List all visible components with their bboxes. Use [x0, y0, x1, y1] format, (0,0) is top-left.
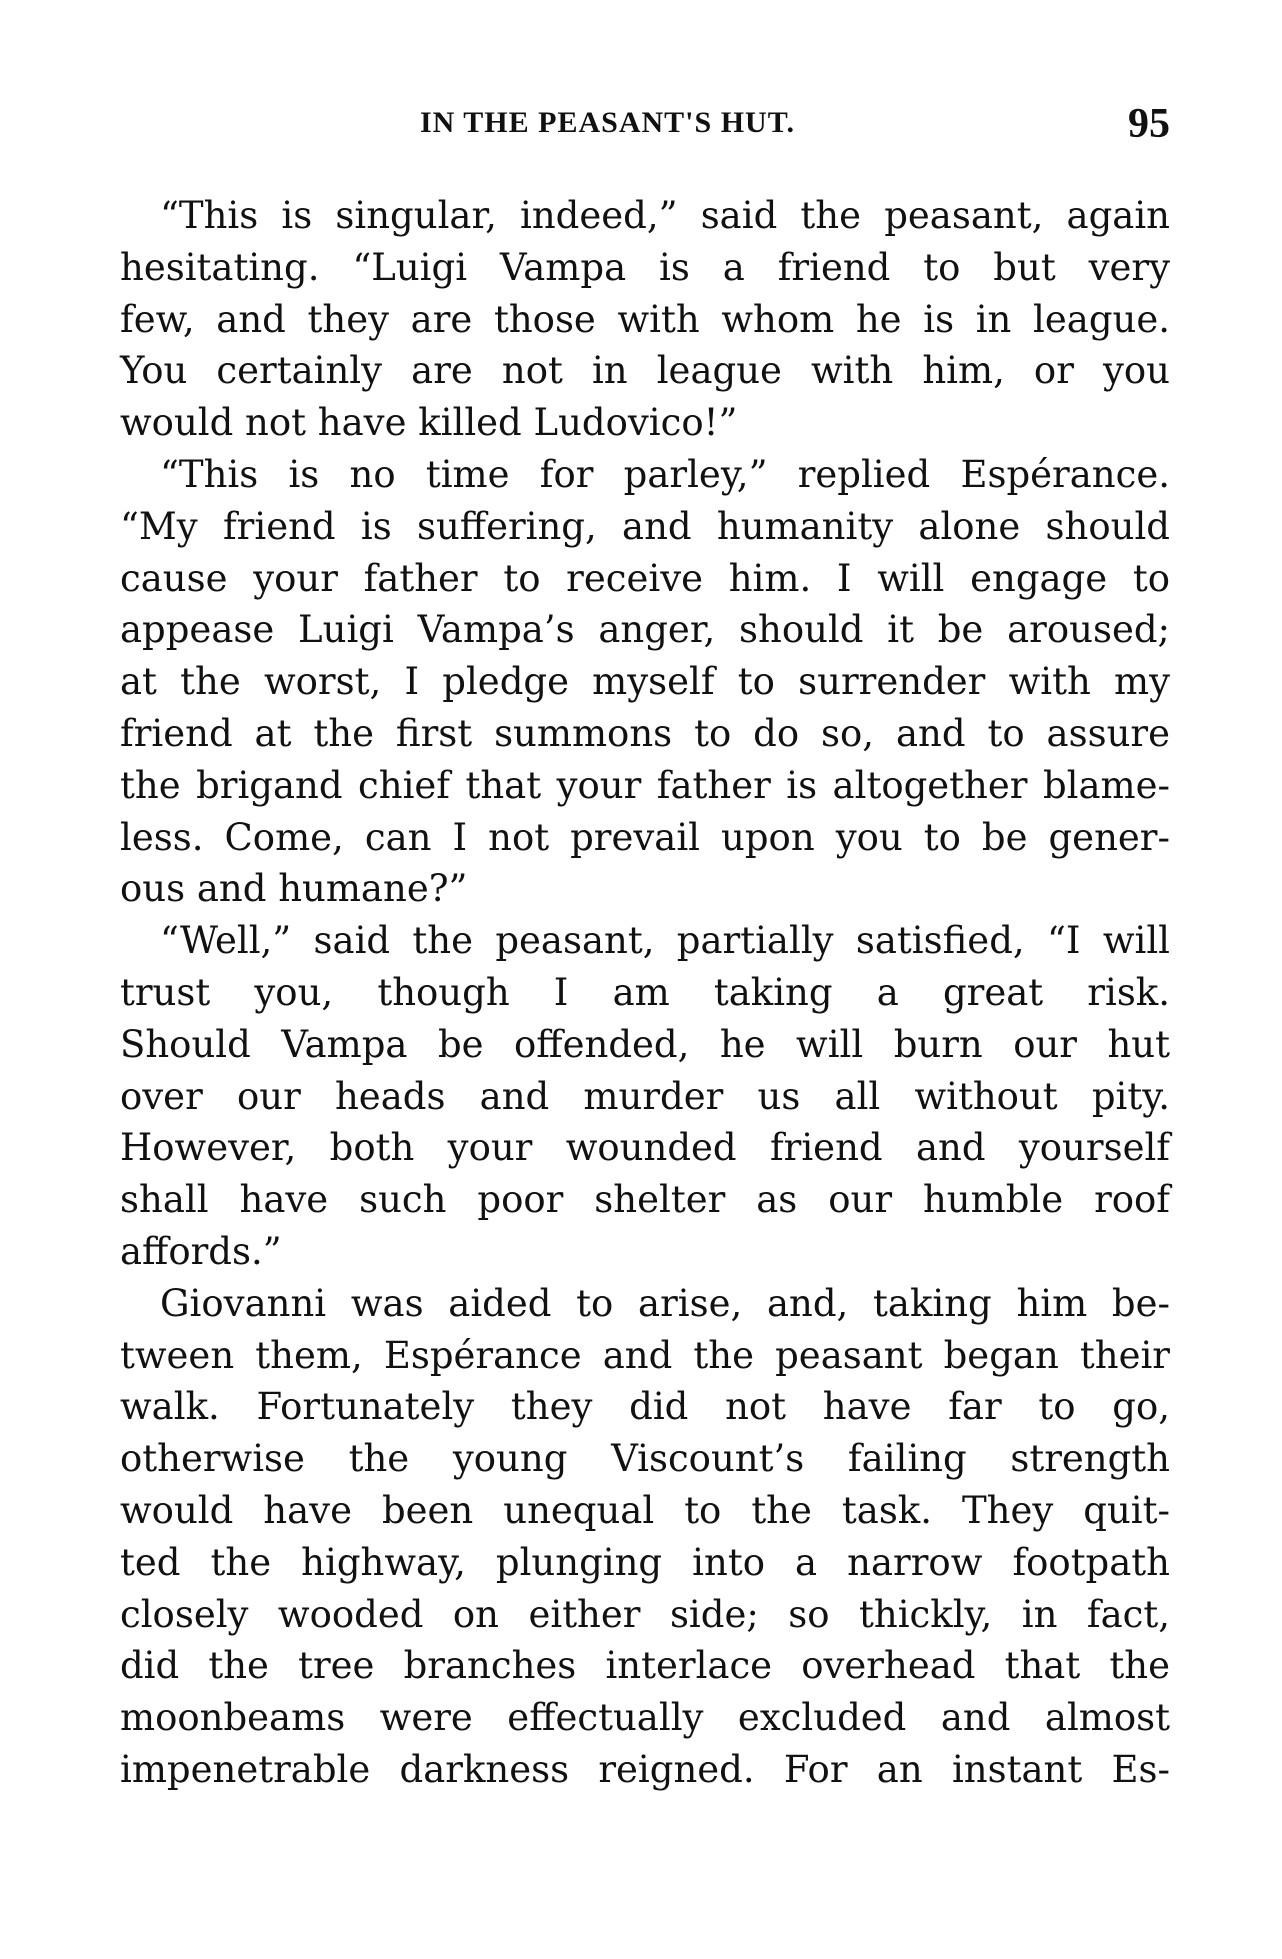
- paragraph-2: [120, 449, 1170, 915]
- text-line: tween them, Espérance and the peasant began their: [120, 1333, 1170, 1377]
- text-line: at the worst, I pledge myself to surrender with my: [120, 660, 1170, 704]
- text-line: would have been unequal to the task. They quit-: [120, 1488, 1170, 1532]
- text-line: appease Luigi Vampa’s anger, should it be aroused;: [120, 608, 1170, 652]
- text-line: affords.”: [120, 1229, 282, 1273]
- running-title: IN THE PEASANT'S HUT.: [420, 106, 795, 139]
- text-line: trust you, though I am taking a great risk.: [120, 970, 1170, 1014]
- text-line: the brigand chief that your father is altogether blame-: [120, 763, 1170, 807]
- text-line: ous and humane?”: [120, 867, 468, 911]
- text-line: “This is singular, indeed,” said the peasant, again: [160, 194, 1170, 237]
- paragraph-4: [120, 1278, 1170, 1796]
- paragraph-3: [120, 915, 1170, 1278]
- paragraph-1: [120, 190, 1170, 449]
- page-number: 95: [1128, 101, 1170, 147]
- text-line: However, both your wounded friend and yourself: [120, 1126, 1170, 1170]
- text-line: cause your father to receive him. I will engage to: [120, 556, 1170, 600]
- text-line: friend at the first summons to do so, and to assure: [120, 711, 1170, 755]
- text-line: over our heads and murder us all without pity.: [120, 1074, 1170, 1118]
- text-line: walk. Fortunately they did not have far to go,: [120, 1385, 1170, 1429]
- text-line: “My friend is suffering, and humanity alone should: [120, 504, 1170, 548]
- text-line: impenetrable darkness reigned. For an instant Es-: [120, 1747, 1170, 1791]
- text-line: You certainly are not in league with him, or you: [120, 349, 1170, 393]
- text-line: hesitating. “Luigi Vampa is a friend to but very: [120, 245, 1170, 289]
- text-line: “Well,” said the peasant, partially satisfied, “I will: [160, 919, 1170, 963]
- text-line: moonbeams were effectually excluded and almost: [120, 1696, 1170, 1740]
- text-line: less. Come, can I not prevail upon you to be gener-: [120, 815, 1170, 859]
- text-line: Should Vampa be offended, he will burn our hut: [120, 1022, 1170, 1066]
- text-line: would not have killed Ludovico!”: [120, 401, 738, 445]
- text-line: closely wooded on either side; so thickly, in fact,: [120, 1592, 1170, 1636]
- text-line: did the tree branches interlace overhead that the: [120, 1644, 1170, 1688]
- text-line: otherwise the young Viscount’s failing strength: [120, 1437, 1170, 1481]
- running-head: [120, 100, 1170, 160]
- text-line: ted the highway, plunging into a narrow footpath: [120, 1540, 1170, 1584]
- text-line: “This is no time for parley,” replied Espérance.: [160, 452, 1170, 496]
- body-text: [120, 190, 1170, 1796]
- text-line: few, and they are those with whom he is in league.: [120, 297, 1170, 341]
- text-line: shall have such poor shelter as our humble roof: [120, 1178, 1170, 1222]
- text-line: Giovanni was aided to arise, and, taking him be-: [160, 1281, 1170, 1325]
